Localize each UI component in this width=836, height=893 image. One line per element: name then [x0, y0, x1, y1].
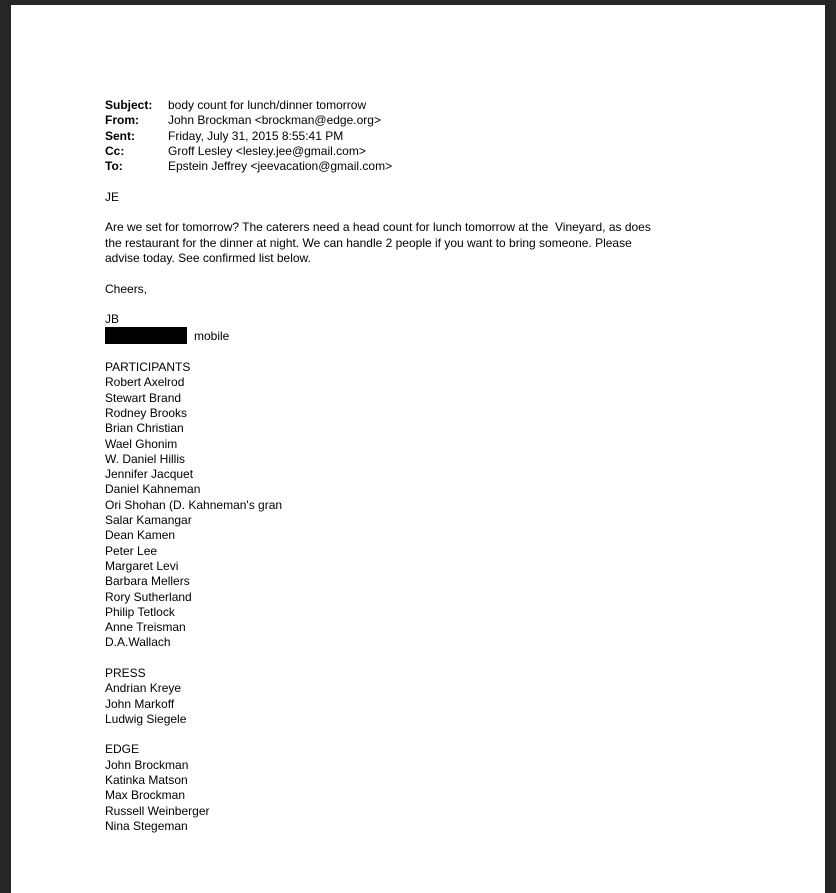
email-header-row — [105, 159, 825, 174]
blank-line — [105, 266, 825, 281]
email-header-row — [105, 98, 825, 113]
participant-name: Philip Tetlock — [105, 604, 175, 619]
participant-name: Brian Christian — [105, 421, 184, 436]
edge-section — [105, 742, 825, 834]
body-paragraph — [105, 220, 825, 266]
initials-line: JB — [105, 312, 120, 327]
participant-name: Stewart Brand — [105, 390, 182, 405]
edge-name: Max Brockman — [105, 788, 186, 803]
paragraph-line: Are we set for tomorrow? The caterers need a head count for lunch tomorrow at the Vineyard, as does — [105, 220, 651, 235]
participants-list — [105, 375, 825, 650]
participant-name: Robert Axelrod — [105, 375, 185, 390]
participant-name: Margaret Levi — [105, 558, 179, 573]
email-header-value: John Brockman <brockman@edge.org> — [168, 113, 381, 128]
edge-name: Nina Stegeman — [105, 818, 188, 833]
participant-name: Rodney Brooks — [105, 405, 188, 420]
participant-name: Barbara Mellers — [105, 574, 190, 589]
participant-name: Daniel Kahneman — [105, 482, 201, 497]
email-header-label: From: — [105, 113, 139, 128]
press-name: Ludwig Siegele — [105, 711, 187, 726]
participant-name: Dean Kamen — [105, 528, 176, 543]
email-header-label: Subject: — [105, 98, 153, 112]
email-header-row — [105, 113, 825, 128]
blank-line — [105, 174, 825, 189]
press-section-title: PRESS — [105, 665, 146, 680]
email-header-label: Sent: — [105, 128, 135, 143]
blank-line — [105, 345, 825, 360]
email-header-label: Cc: — [105, 143, 125, 158]
participant-name: Wael Ghonim — [105, 436, 178, 451]
participants-section-title: PARTICIPANTS — [105, 360, 191, 375]
participant-name: Anne Treisman — [105, 620, 186, 635]
participant-name: Ori Shohan (D. Kahneman's gran — [105, 497, 283, 512]
signature-mobile-line — [105, 327, 825, 344]
edge-name: John Brockman — [105, 757, 189, 772]
redacted-phone-number-bar — [105, 327, 187, 344]
paragraph-line: the restaurant for the dinner at night. We can handle 2 people if you want to bring someone. Please — [105, 235, 632, 250]
blank-line — [105, 651, 825, 666]
email-header-value: Groff Lesley <lesley.jee@gmail.com> — [168, 143, 366, 158]
press-name: John Markoff — [105, 696, 175, 711]
email-header-value: body count for lunch/dinner tomorrow — [168, 98, 367, 112]
press-name: Andrian Kreye — [105, 681, 182, 696]
participant-name: Peter Lee — [105, 543, 158, 558]
press-section — [105, 666, 825, 727]
edge-name: Russell Weinberger — [105, 803, 210, 818]
participants-section — [105, 360, 825, 651]
edge-list — [105, 758, 825, 834]
paragraph-line: advise today. See confirmed list below. — [105, 250, 311, 265]
email-header-row — [105, 144, 825, 159]
email-header-value: Friday, July 31, 2015 8:55:41 PM — [168, 128, 344, 143]
redaction-suffix-label: mobile — [194, 329, 230, 344]
edge-section-title: EDGE — [105, 742, 140, 757]
press-list — [105, 681, 825, 727]
email-document-page — [11, 5, 825, 893]
signoff-line: Cheers, — [105, 281, 148, 296]
blank-line — [105, 727, 825, 742]
participant-name: D.A.Wallach — [105, 635, 171, 650]
email-content — [11, 5, 825, 834]
email-header-block — [105, 98, 825, 174]
participant-name: Salar Kamangar — [105, 513, 192, 528]
email-header-row — [105, 129, 825, 144]
blank-line — [105, 205, 825, 220]
email-header-label: To: — [105, 159, 123, 174]
blank-line — [105, 297, 825, 312]
greeting-line: JE — [105, 189, 120, 204]
participant-name: W. Daniel Hillis — [105, 451, 186, 466]
edge-name: Katinka Matson — [105, 773, 188, 788]
email-header-value: Epstein Jeffrey <jeevacation@gmail.com> — [168, 159, 393, 174]
participant-name: Rory Sutherland — [105, 589, 192, 604]
participant-name: Jennifer Jacquet — [105, 467, 194, 482]
